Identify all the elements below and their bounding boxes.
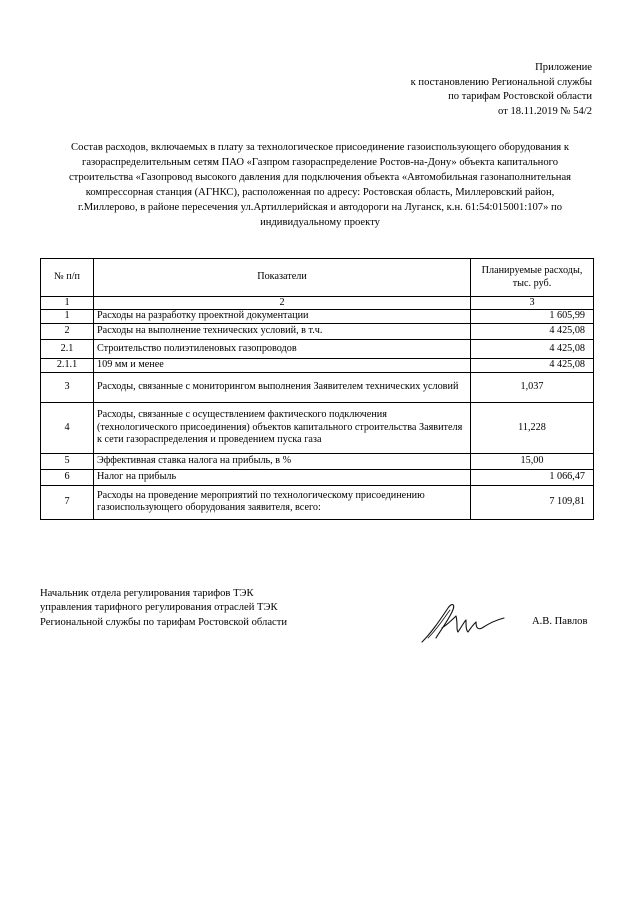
row-value: 4 425,08 bbox=[471, 323, 594, 339]
position-line-3: Региональной службы по тарифам Ростовской области bbox=[40, 616, 288, 628]
table-row bbox=[41, 485, 594, 519]
row-name: Расходы на разработку проектной документации bbox=[94, 310, 471, 323]
document-title bbox=[40, 141, 600, 230]
index-value: 3 bbox=[471, 297, 594, 310]
index-num: 1 bbox=[41, 297, 94, 310]
handwritten-signature bbox=[418, 598, 506, 646]
title-line: индивидуальному проекту bbox=[260, 216, 380, 228]
row-value: 1 605,99 bbox=[471, 310, 594, 323]
signer-position bbox=[40, 587, 287, 630]
row-name: Расходы, связанные с мониторингом выполнения Заявителем технических условий bbox=[94, 372, 471, 402]
row-num: 2 bbox=[41, 323, 94, 339]
table-index-row bbox=[41, 297, 594, 310]
table-row bbox=[41, 402, 594, 453]
appendix-block bbox=[292, 61, 592, 120]
row-value: 4 425,08 bbox=[471, 339, 594, 358]
row-value: 11,228 bbox=[471, 402, 594, 453]
table-row bbox=[41, 339, 594, 358]
row-num: 7 bbox=[41, 485, 94, 519]
row-value: 7 109,81 bbox=[471, 485, 594, 519]
table-row bbox=[41, 323, 594, 339]
appendix-line-2: к постановлению Региональной службы bbox=[410, 76, 592, 88]
row-num: 4 bbox=[41, 402, 94, 453]
row-value: 1 066,47 bbox=[471, 469, 594, 485]
row-num: 3 bbox=[41, 372, 94, 402]
row-num: 2.1 bbox=[41, 339, 94, 358]
table-row bbox=[41, 453, 594, 469]
row-name: Эффективная ставка налога на прибыль, в % bbox=[94, 453, 471, 469]
row-num: 1 bbox=[41, 310, 94, 323]
title-line: строительства «Газопровод высокого давления для подключения объекта «Автомобильная газонаполнительная bbox=[68, 171, 572, 183]
title-line: компрессорная станция (АГНКС), расположенная по адресу: Ростовская область, Миллеровский район, bbox=[85, 186, 555, 198]
appendix-line-1: Приложение bbox=[535, 62, 592, 73]
title-line: газораспределительным сетям ПАО «Газпром газораспределение Ростов-на-Дону» объекта капитального bbox=[81, 156, 558, 168]
row-name: Расходы на проведение мероприятий по технологическому присоединению газоиспользующего оборудования заявителя, всего: bbox=[94, 485, 471, 519]
row-num: 5 bbox=[41, 453, 94, 469]
header-value-line-1: Планируемые расходы, bbox=[481, 265, 583, 277]
index-name: 2 bbox=[94, 297, 471, 310]
position-line-1: Начальник отдела регулирования тарифов ТЭК bbox=[40, 588, 254, 599]
row-name: Строительство полиэтиленовых газопроводов bbox=[94, 339, 471, 358]
row-name: 109 мм и менее bbox=[94, 358, 471, 372]
table-row bbox=[41, 372, 594, 402]
table-header-row bbox=[41, 259, 594, 297]
row-name: Расходы на выполнение технических условий, в т.ч. bbox=[94, 323, 471, 339]
row-name: Налог на прибыль bbox=[94, 469, 471, 485]
signer-name: А.В. Павлов bbox=[532, 616, 588, 627]
row-value: 15,00 bbox=[471, 453, 594, 469]
title-line: г.Миллерово, в районе пересечения ул.Артиллерийская и автодороги на Луганск, к.н. 61:54:015001:107» по bbox=[77, 201, 563, 213]
row-num: 6 bbox=[41, 469, 94, 485]
cost-table bbox=[40, 258, 594, 520]
row-num: 2.1.1 bbox=[41, 358, 94, 372]
title-line: Состав расходов, включаемых в плату за технологическое присоединение газоиспользующего оборудования к bbox=[71, 142, 569, 153]
table-row bbox=[41, 358, 594, 372]
header-value-line-2: тыс. руб. bbox=[512, 277, 552, 289]
appendix-line-4: от 18.11.2019 № 54/2 bbox=[498, 106, 592, 118]
appendix-line-3: по тарифам Ростовской области bbox=[448, 91, 592, 103]
table-row bbox=[41, 310, 594, 323]
row-value: 4 425,08 bbox=[471, 358, 594, 372]
header-value bbox=[471, 259, 594, 297]
position-line-2: управления тарифного регулирования отраслей ТЭК bbox=[40, 602, 278, 614]
row-value: 1,037 bbox=[471, 372, 594, 402]
header-num: № п/п bbox=[41, 259, 94, 297]
table-row bbox=[41, 469, 594, 485]
header-name: Показатели bbox=[94, 259, 471, 297]
row-name: Расходы, связанные с осуществлением фактического подключения (технологического присоединения) объектов капитального строительства Заявителя к сети газораспределения и проведением пуска газа bbox=[94, 402, 471, 453]
